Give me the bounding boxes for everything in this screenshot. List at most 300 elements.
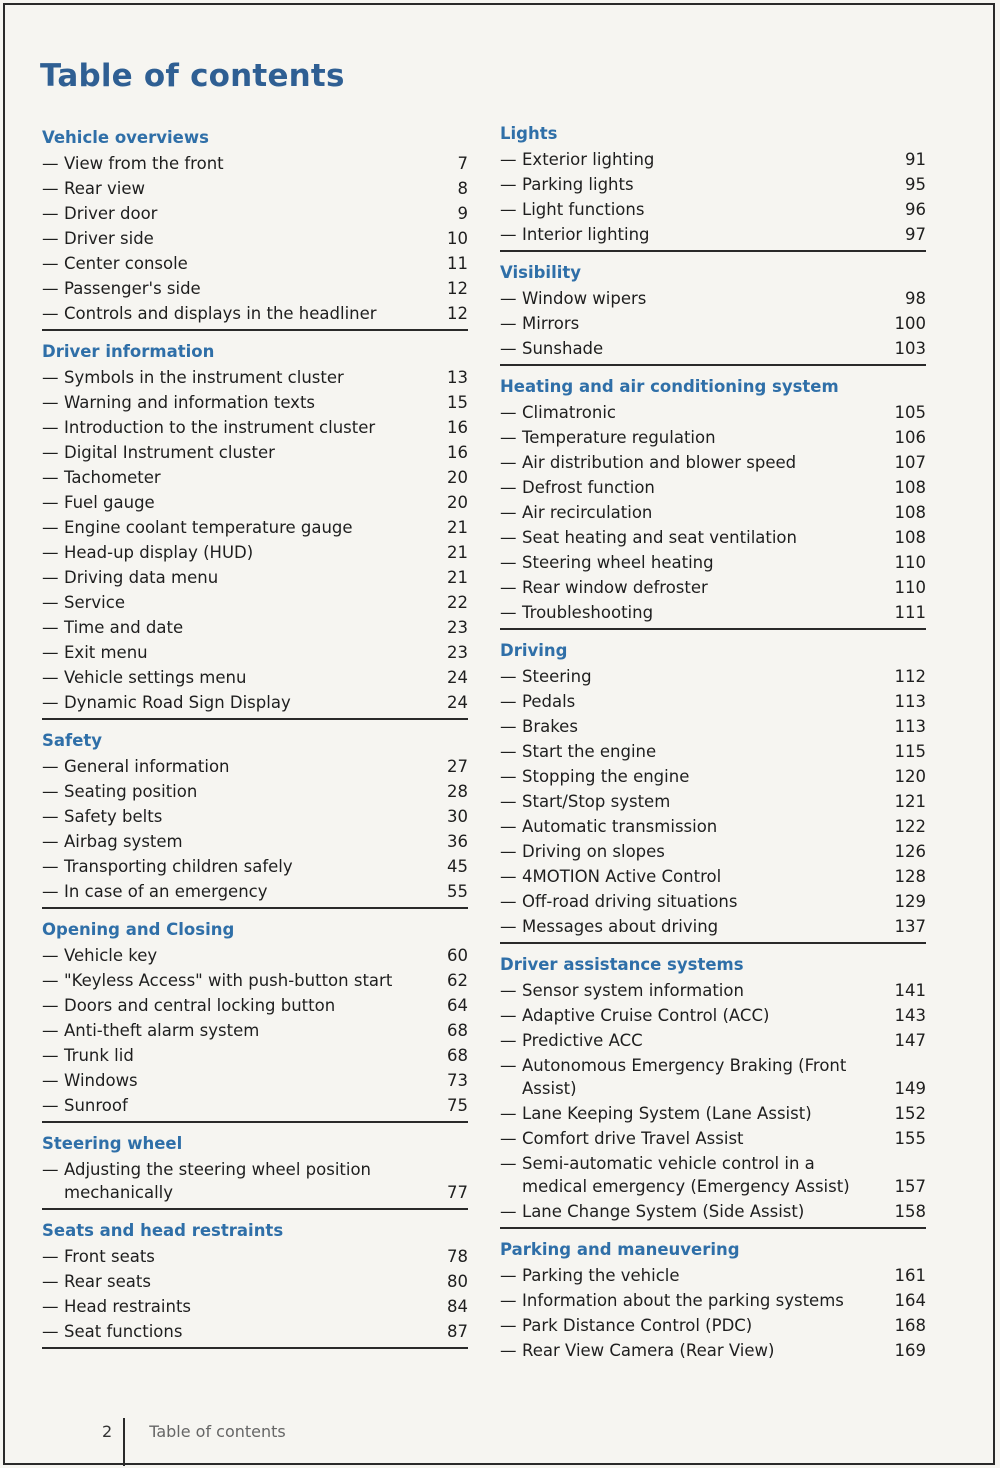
entry-page-number: 23 [447,618,468,637]
entry-text [42,641,424,664]
toc-entry[interactable] [500,196,926,221]
entry-page-number: 161 [894,1266,926,1285]
entry-page-number: 78 [447,1247,468,1266]
entry-text [42,1245,424,1268]
entry-dash: — [42,393,59,412]
entry-label: Window wipers [522,289,647,308]
entry-label: Head restraints [64,1297,192,1316]
toc-entry[interactable] [500,424,926,449]
footer-label: Table of contents [149,1422,286,1441]
entry-text [42,252,424,275]
entry-text [42,691,424,714]
entry-text [42,227,424,250]
toc-entry[interactable] [500,285,926,310]
entry-page-number: 7 [457,154,468,173]
entry-label: Automatic transmission [522,817,718,836]
entry-label: Autonomous Emergency Braking (Front Assist) [522,1056,847,1098]
toc-entry[interactable] [42,300,468,325]
entry-dash: — [42,618,59,637]
section-title[interactable]: Vehicle overviews [42,128,209,147]
toc-entry[interactable] [500,335,926,360]
entry-text [42,1158,424,1204]
toc-entry[interactable] [500,688,926,713]
toc-entry[interactable] [500,763,926,788]
toc-section-driver-information [42,340,468,720]
entry-page-number: 110 [894,553,926,572]
entry-label: Trunk lid [64,1046,134,1065]
entry-dash: — [500,478,517,497]
toc-entry[interactable] [42,614,468,639]
entry-text [42,1270,424,1293]
entry-dash: — [42,946,59,965]
entry-text [500,451,882,474]
entry-page-number: 20 [447,468,468,487]
entry-text [500,1004,882,1027]
entry-label: Defrost function [522,478,655,497]
entry-page-number: 10 [447,229,468,248]
toc-entry[interactable] [42,1156,468,1204]
toc-section-vehicle-overviews [42,126,468,331]
entry-dash: — [500,742,517,761]
entry-page-number: 169 [894,1341,926,1360]
toc-entry[interactable] [42,878,468,903]
entry-label: Introduction to the instrument cluster [64,418,376,437]
entry-label: Driver door [64,204,158,223]
entry-text [500,526,882,549]
toc-entry[interactable] [42,803,468,828]
toc-entry[interactable] [42,589,468,614]
entry-page-number: 15 [447,393,468,412]
entry-page-number: 128 [894,867,926,886]
entry-page-number: 143 [894,1006,926,1025]
toc-entry[interactable] [500,574,926,599]
entry-dash: — [500,175,517,194]
toc-entry[interactable] [500,1198,926,1223]
toc-section-driver-assistance-systems [500,953,926,1229]
toc-entry[interactable] [42,992,468,1017]
toc-entry[interactable] [500,221,926,246]
entry-text [500,337,882,360]
entry-text [500,765,882,788]
toc-entry[interactable] [500,1002,926,1027]
entry-page-number: 21 [447,543,468,562]
section-title[interactable]: Steering wheel [42,1134,183,1153]
toc-entry[interactable] [500,863,926,888]
toc-entry[interactable] [500,977,926,1002]
entry-label: Off-road driving situations [522,892,738,911]
toc-entry[interactable] [500,1262,926,1287]
toc-entry[interactable] [500,888,926,913]
entry-page-number: 75 [447,1096,468,1115]
toc-entry[interactable] [500,599,926,624]
section-title[interactable]: Driver information [42,342,215,361]
entry-dash: — [42,1071,59,1090]
entry-dash: — [42,1046,59,1065]
entry-label: Brakes [522,717,578,736]
toc-entry[interactable] [500,310,926,335]
toc-entry[interactable] [500,838,926,863]
entry-dash: — [500,339,517,358]
entry-label: Air distribution and blower speed [522,453,797,472]
entry-page-number: 16 [447,418,468,437]
entry-page-number: 21 [447,568,468,587]
entry-label: Parking lights [522,175,634,194]
entry-text [42,944,424,967]
toc-entry[interactable] [42,200,468,225]
section-title[interactable]: Parking and maneuvering [500,1240,740,1259]
toc-entry[interactable] [500,913,926,938]
entry-text [500,576,882,599]
entry-text [500,601,882,624]
entry-label: Start the engine [522,742,657,761]
toc-entry[interactable] [42,828,468,853]
entry-dash: — [42,1297,59,1316]
entry-dash: — [500,667,517,686]
entry-text [42,616,424,639]
entry-label: Controls and displays in the headliner [64,304,377,323]
entry-page-number: 12 [447,304,468,323]
toc-entry[interactable] [42,275,468,300]
toc-entry[interactable] [500,1052,926,1100]
toc-entry[interactable] [500,713,926,738]
toc-entry[interactable] [42,1268,468,1293]
entry-text [42,1094,424,1117]
entry-page-number: 68 [447,1046,468,1065]
entry-page-number: 87 [447,1322,468,1341]
entry-dash: — [500,150,517,169]
toc-entry[interactable] [500,1027,926,1052]
section-title[interactable]: Visibility [500,263,582,282]
entry-page-number: 22 [447,593,468,612]
entry-text [42,830,424,853]
entry-label: Center console [64,254,188,273]
section-title[interactable]: Safety [42,731,103,750]
entry-dash: — [42,971,59,990]
entry-dash: — [500,892,517,911]
entry-dash: — [42,368,59,387]
entry-text [42,466,424,489]
entry-dash: — [42,1322,59,1341]
entry-page-number: 28 [447,782,468,801]
entry-label: Fuel gauge [64,493,155,512]
toc-entry[interactable] [42,778,468,803]
entry-label: Driving data menu [64,568,219,587]
entry-page-number: 137 [894,917,926,936]
toc-entry[interactable] [42,150,468,175]
entry-text [500,1127,882,1150]
section-title[interactable]: Driver assistance systems [500,955,744,974]
toc-entry[interactable] [500,738,926,763]
entry-label: Rear view [64,179,146,198]
entry-dash: — [42,179,59,198]
entry-dash: — [500,1316,517,1335]
entry-text [500,865,882,888]
entry-page-number: 45 [447,857,468,876]
entry-dash: — [42,543,59,562]
entry-page-number: 149 [894,1079,926,1098]
entry-label: Digital Instrument cluster [64,443,275,462]
entry-text [500,790,882,813]
entry-page-number: 168 [894,1316,926,1335]
entry-text [42,491,424,514]
entry-page-number: 36 [447,832,468,851]
entry-label: Exit menu [64,643,148,662]
entry-text [500,426,882,449]
entry-text [500,198,882,221]
entry-page-number: 60 [447,946,468,965]
toc-entry[interactable] [500,1100,926,1125]
toc-entry[interactable] [42,175,468,200]
entry-label: Dynamic Road Sign Display [64,693,291,712]
entry-text [42,880,424,903]
toc-entry[interactable] [500,788,926,813]
entry-dash: — [42,443,59,462]
toc-entry[interactable] [42,439,468,464]
entry-dash: — [42,1247,59,1266]
entry-page-number: 95 [905,175,926,194]
entry-text [42,416,424,439]
entry-dash: — [500,553,517,572]
entry-label: Safety belts [64,807,163,826]
entry-page-number: 120 [894,767,926,786]
entry-dash: — [42,643,59,662]
entry-text [500,401,882,424]
entry-page-number: 11 [447,254,468,273]
entry-text [42,755,424,778]
section-title[interactable]: Lights [500,124,558,143]
toc-entry[interactable] [500,171,926,196]
toc-section-steering-wheel [42,1132,468,1210]
entry-label: Exterior lighting [522,150,655,169]
toc-entry[interactable] [42,225,468,250]
toc-entry[interactable] [500,1312,926,1337]
toc-section-parking-and-maneuvering [500,1238,926,1366]
entry-dash: — [42,468,59,487]
toc-section-seats-and-head-restraints [42,1219,468,1349]
entry-dash: — [42,1272,59,1291]
entry-page-number: 108 [894,528,926,547]
entry-dash: — [42,593,59,612]
entry-label: Driving on slopes [522,842,665,861]
entry-text [500,1102,882,1125]
toc-section-driving [500,639,926,944]
toc-entry[interactable] [500,1125,926,1150]
toc-entry[interactable] [500,449,926,474]
toc-entry[interactable] [500,1287,926,1312]
entry-dash: — [500,981,517,1000]
toc-entry[interactable] [42,753,468,778]
entry-page-number: 73 [447,1071,468,1090]
entry-label: Adjusting the steering wheel position mechanically [64,1160,372,1202]
entry-label: Front seats [64,1247,155,1266]
toc-entry[interactable] [500,813,926,838]
entry-text [42,1320,424,1343]
entry-label: Semi-automatic vehicle control in a medical emergency (Emergency Assist) [522,1154,850,1196]
entry-text [42,202,424,225]
toc-entry[interactable] [42,1092,468,1117]
toc-entry[interactable] [42,414,468,439]
entry-page-number: 112 [894,667,926,686]
toc-entry[interactable] [500,146,926,171]
entry-text [500,1314,882,1337]
entry-dash: — [500,453,517,472]
section-title[interactable]: Opening and Closing [42,920,235,939]
entry-page-number: 77 [447,1183,468,1202]
toc-entry[interactable] [42,967,468,992]
entry-page-number: 64 [447,996,468,1015]
toc-entry[interactable] [42,464,468,489]
toc-entry[interactable] [42,639,468,664]
entry-label: Adaptive Cruise Control (ACC) [522,1006,770,1025]
entry-label: Sensor system information [522,981,744,1000]
entry-label: Light functions [522,200,645,219]
entry-dash: — [500,314,517,333]
entry-text [500,715,882,738]
page-footer [102,1418,286,1468]
toc-entry[interactable] [500,549,926,574]
entry-label: Transporting children safely [64,857,293,876]
entry-page-number: 121 [894,792,926,811]
entry-dash: — [42,568,59,587]
entry-label: Climatronic [522,403,616,422]
entry-label: Warning and information texts [64,393,316,412]
entry-page-number: 107 [894,453,926,472]
toc-entry[interactable] [42,1318,468,1343]
entry-text [500,501,882,524]
section-title[interactable]: Heating and air conditioning system [500,377,839,396]
toc-entry[interactable] [42,539,468,564]
toc-entry[interactable] [500,499,926,524]
entry-text [42,177,424,200]
entry-label: Start/Stop system [522,792,671,811]
entry-page-number: 122 [894,817,926,836]
toc-entry[interactable] [42,1017,468,1042]
footer-divider [123,1418,125,1466]
entry-dash: — [42,807,59,826]
toc-entry[interactable] [42,564,468,589]
toc-entry[interactable] [42,1042,468,1067]
entry-page-number: 84 [447,1297,468,1316]
entry-dash: — [500,1006,517,1025]
entry-label: View from the front [64,154,224,173]
toc-entry[interactable] [42,1067,468,1092]
toc-entry[interactable] [500,1150,926,1198]
entry-dash: — [500,1031,517,1050]
entry-dash: — [500,403,517,422]
entry-text [500,690,882,713]
entry-dash: — [42,204,59,223]
entry-dash: — [500,767,517,786]
entry-dash: — [500,289,517,308]
entry-dash: — [500,428,517,447]
section-title[interactable]: Seats and head restraints [42,1221,284,1240]
entry-page-number: 105 [894,403,926,422]
toc-entry[interactable] [42,514,468,539]
entry-dash: — [500,692,517,711]
entry-page-number: 147 [894,1031,926,1050]
toc-entry[interactable] [500,1337,926,1362]
entry-dash: — [42,254,59,273]
toc-entry[interactable] [42,1243,468,1268]
section-title[interactable]: Driving [500,641,568,660]
entry-label: Troubleshooting [522,603,654,622]
entry-text [500,1289,882,1312]
entry-page-number: 24 [447,668,468,687]
entry-label: "Keyless Access" with push-button start [64,971,393,990]
entry-text [42,805,424,828]
entry-page-number: 91 [905,150,926,169]
entry-dash: — [42,757,59,776]
entry-page-number: 68 [447,1021,468,1040]
entry-page-number: 155 [894,1129,926,1148]
entry-dash: — [42,832,59,851]
entry-dash: — [42,857,59,876]
entry-text [42,1019,424,1042]
entry-label: Temperature regulation [522,428,716,447]
entry-page-number: 23 [447,643,468,662]
toc-entry[interactable] [42,489,468,514]
toc-entry[interactable] [500,474,926,499]
toc-entry[interactable] [500,399,926,424]
toc-entry[interactable] [500,663,926,688]
entry-text [42,516,424,539]
entry-page-number: 21 [447,518,468,537]
toc-entry[interactable] [42,250,468,275]
entry-label: Lane Change System (Side Assist) [522,1202,805,1221]
entry-label: Comfort drive Travel Assist [522,1129,744,1148]
entry-dash: — [500,1104,517,1123]
toc-section-heating-and-air-conditioning-system [500,375,926,630]
toc-entry[interactable] [42,1293,468,1318]
entry-text [42,391,424,414]
page-title: Table of contents [40,58,345,94]
entry-page-number: 164 [894,1291,926,1310]
entry-label: Head-up display (HUD) [64,543,254,562]
toc-column-left [42,126,468,1358]
entry-text [42,1044,424,1067]
entry-dash: — [500,603,517,622]
entry-label: Engine coolant temperature gauge [64,518,353,537]
entry-text [42,566,424,589]
entry-page-number: 24 [447,693,468,712]
entry-text [42,152,424,175]
toc-entry[interactable] [42,942,468,967]
toc-entry[interactable] [42,364,468,389]
entry-dash: — [42,418,59,437]
entry-page-number: 8 [457,179,468,198]
entry-text [42,969,424,992]
toc-entry[interactable] [42,853,468,878]
entry-label: Messages about driving [522,917,719,936]
entry-page-number: 115 [894,742,926,761]
entry-label: Steering [522,667,592,686]
entry-dash: — [500,842,517,861]
entry-text [500,1152,882,1198]
toc-entry[interactable] [42,689,468,714]
entry-dash: — [500,1341,517,1360]
entry-page-number: 12 [447,279,468,298]
entry-text [500,840,882,863]
entry-dash: — [500,1291,517,1310]
entry-dash: — [500,1056,517,1075]
entry-page-number: 126 [894,842,926,861]
entry-label: Windows [64,1071,138,1090]
entry-text [500,1054,882,1100]
toc-entry[interactable] [500,524,926,549]
toc-entry[interactable] [42,389,468,414]
toc-entry[interactable] [42,664,468,689]
entry-label: Interior lighting [522,225,650,244]
